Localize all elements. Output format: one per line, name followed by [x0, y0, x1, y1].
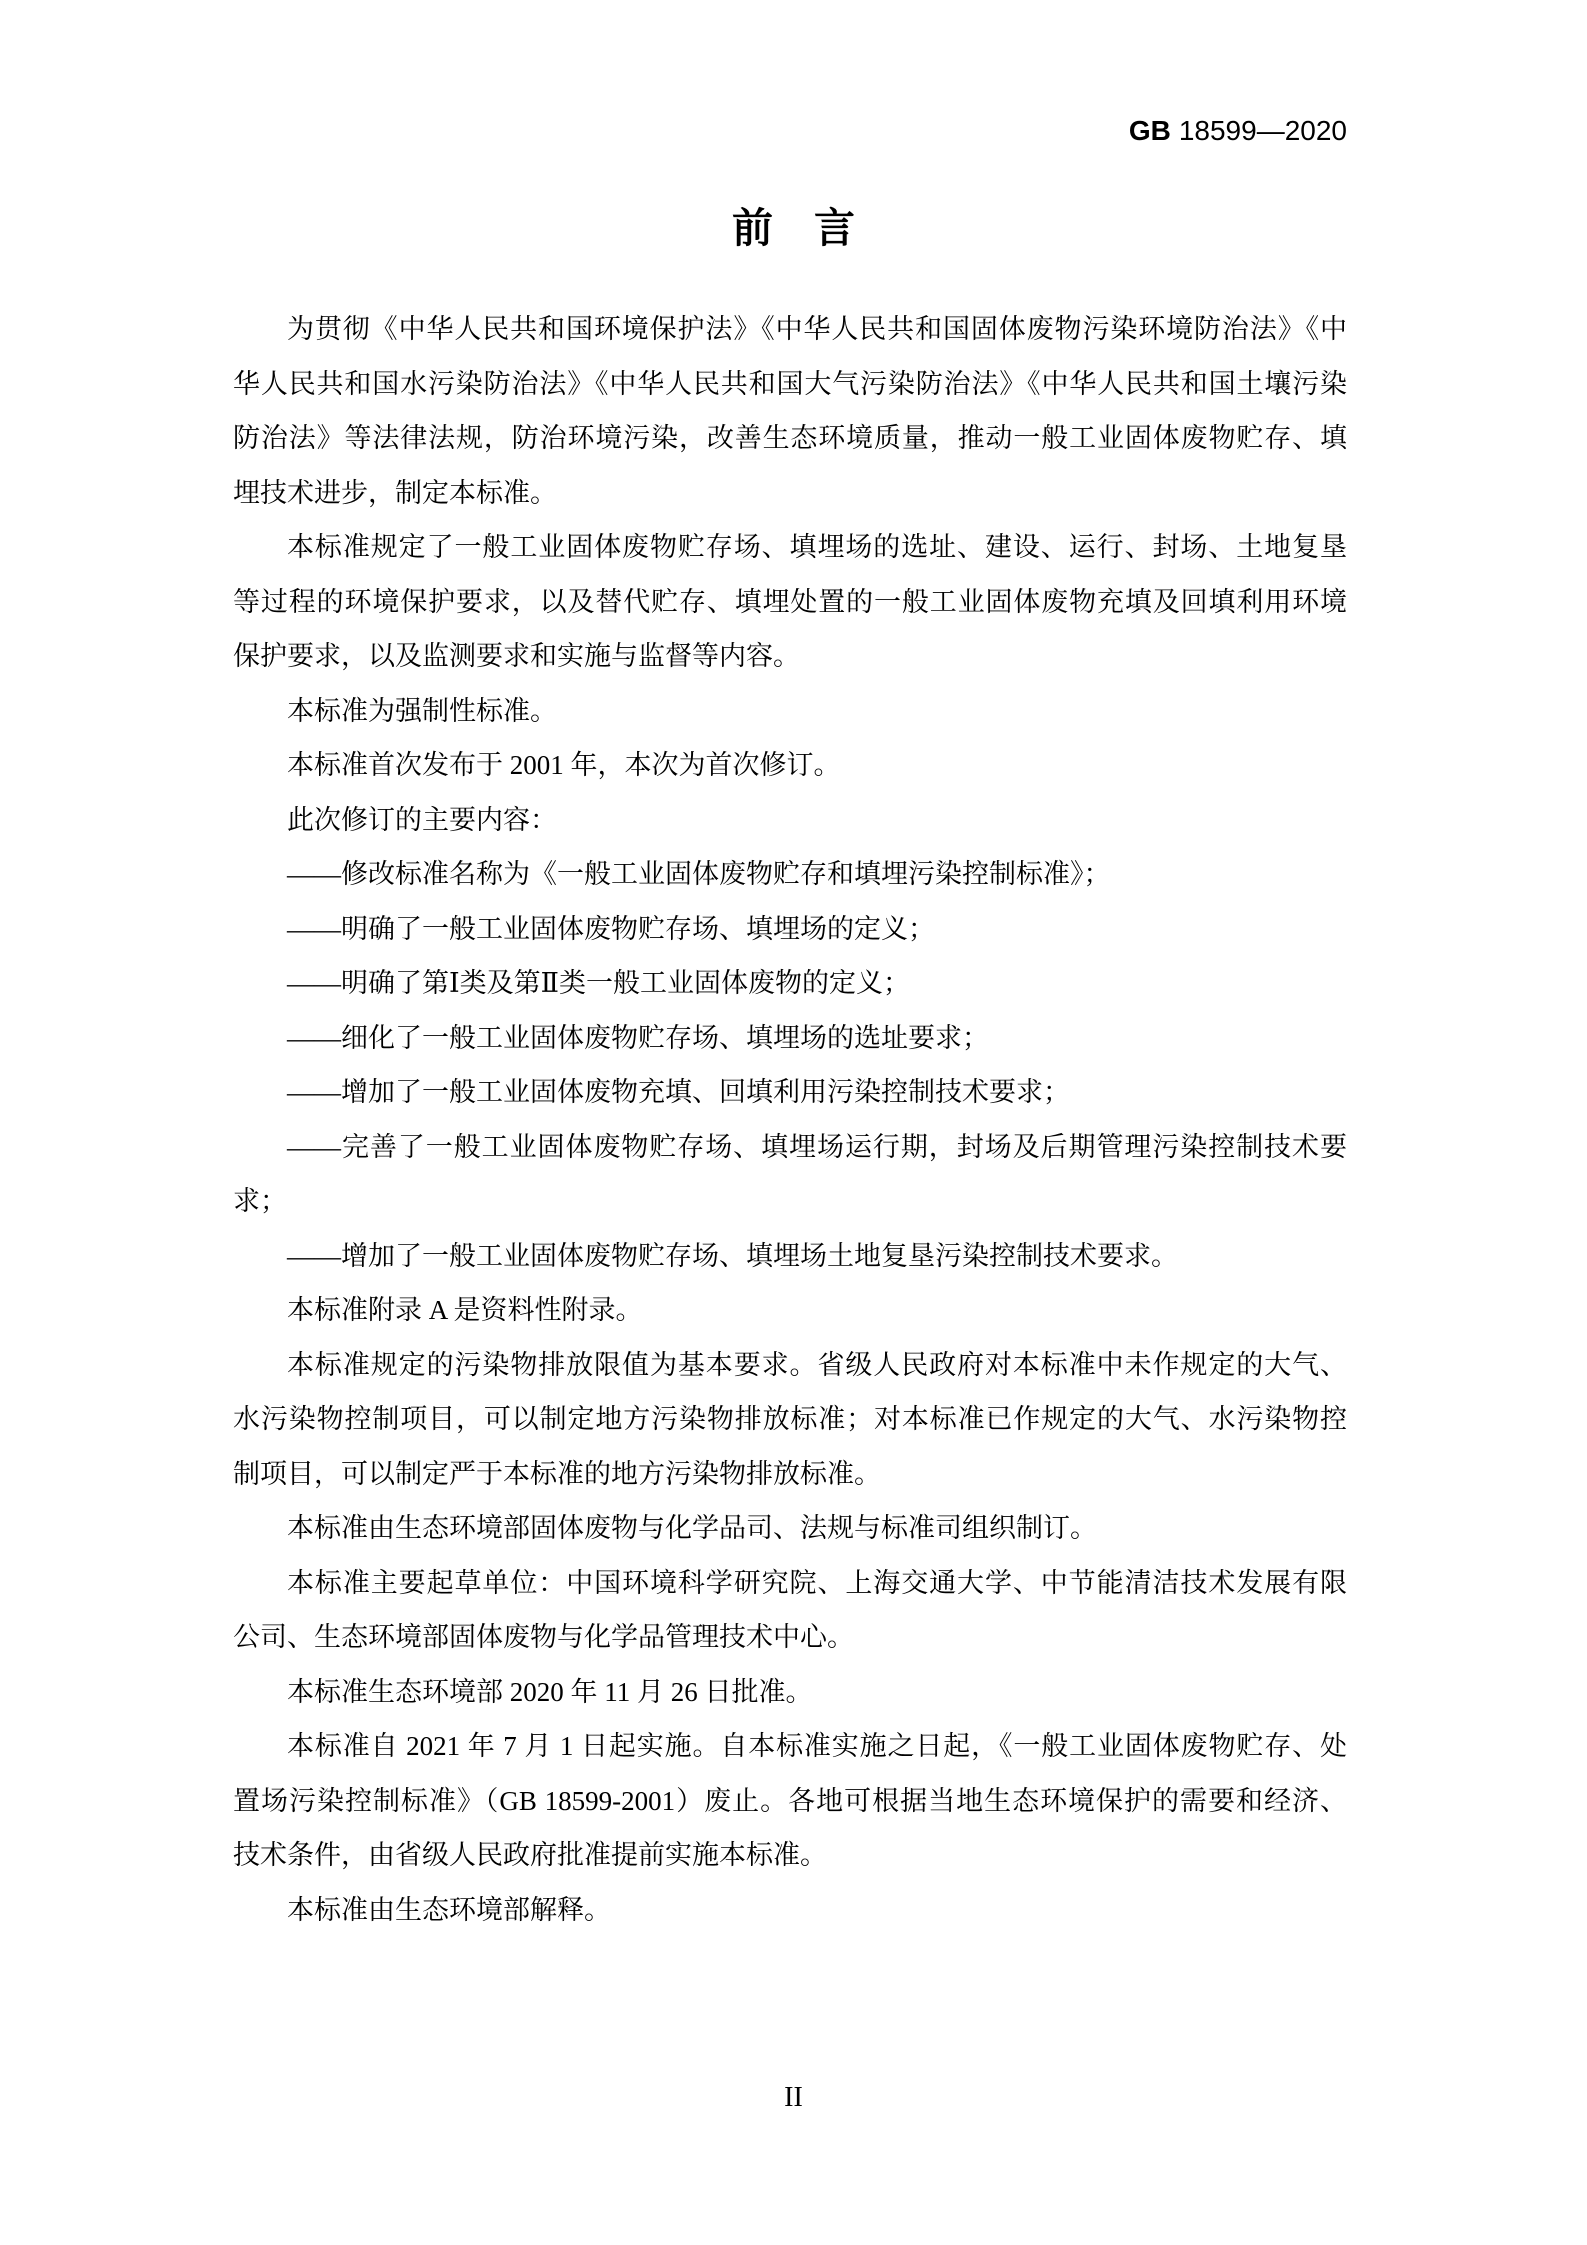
text-line: 制项目，可以制定严于本标准的地方污染物排放标准。 [233, 1458, 881, 1489]
text-line: 华人民共和国水污染防治法》《中华人民共和国大气污染防治法》《中华人民共和国土壤污染 [233, 368, 1347, 399]
text-line: ——增加了一般工业固体废物贮存场、填埋场土地复垦污染控制技术要求。 [287, 1240, 1178, 1271]
text-line: 本标准规定的污染物排放限值为基本要求。省级人民政府对本标准中未作规定的大气、 [287, 1349, 1347, 1380]
text-line: 保护要求，以及监测要求和实施与监督等内容。 [233, 641, 800, 671]
standard-code [1129, 116, 1347, 146]
text-line: ——修改标准名称为《一般工业固体废物贮存和填埋污染控制标准》； [287, 859, 1111, 889]
text-line: 本标准自 2021 年 7 月 1 日起实施。自本标准实施之日起，《一般工业固体废物贮存、处 [287, 1731, 1347, 1761]
text-line: ——细化了一般工业固体废物贮存场、填埋场的选址要求； [287, 1022, 989, 1053]
text-line: 公司、生态环境部固体废物与化学品管理技术中心。 [233, 1622, 854, 1652]
text-line: 本标准由生态环境部固体废物与化学品司、法规与标准司组织制订。 [287, 1513, 1097, 1543]
standard-code-prefix: GB [1128, 115, 1171, 146]
text-line: 求； [233, 1186, 287, 1216]
text-line: 置场污染控制标准》（GB 18599-2001）废止。各地可根据当地生态环境保护的需要和经济、 [233, 1785, 1347, 1816]
page-number: II [784, 2082, 803, 2113]
text-line: ——明确了一般工业固体废物贮存场、填埋场的定义； [287, 913, 935, 944]
text-line: ——增加了一般工业固体废物充填、回填利用污染控制技术要求； [287, 1077, 1070, 1107]
text-line: 防治法》等法律法规，防治环境污染，改善生态环境质量，推动一般工业固体废物贮存、填 [233, 423, 1347, 453]
text-line: ——明确了第Ⅰ类及第Ⅱ类一般工业固体废物的定义； [287, 968, 911, 998]
text-line: 此次修订的主要内容： [287, 804, 557, 835]
text-line: 为贯彻《中华人民共和国环境保护法》《中华人民共和国固体废物污染环境防治法》《中 [287, 314, 1347, 344]
text-line: 技术条件，由省级人民政府批准提前实施本标准。 [233, 1840, 827, 1870]
text-line: 本标准由生态环境部解释。 [287, 1894, 611, 1925]
text-line: 埋技术进步，制定本标准。 [233, 477, 557, 508]
text-line: 水污染物控制项目，可以制定地方污染物排放标准；对本标准已作规定的大气、水污染物控 [233, 1404, 1347, 1434]
page-title: 前 言 [732, 205, 855, 251]
text-line: 等过程的环境保护要求，以及替代贮存、填埋处置的一般工业固体废物充填及回填利用环境 [233, 586, 1347, 617]
text-line: 本标准首次发布于 2001 年，本次为首次修订。 [287, 750, 841, 780]
text-line: 本标准附录 A 是资料性附录。 [287, 1295, 643, 1325]
text-line: 本标准生态环境部 2020 年 11 月 26 日批准。 [287, 1676, 813, 1707]
text-line: ——完善了一般工业固体废物贮存场、填埋场运行期，封场及后期管理污染控制技术要 [287, 1131, 1347, 1162]
foreword-body [233, 302, 1347, 1937]
text-line: 本标准主要起草单位：中国环境科学研究院、上海交通大学、中节能清洁技术发展有限 [287, 1567, 1347, 1598]
standard-code-number: 18599—2020 [1178, 115, 1347, 146]
text-line: 本标准规定了一般工业固体废物贮存场、填埋场的选址、建设、运行、封场、土地复垦 [287, 532, 1347, 562]
text-line: 本标准为强制性标准。 [287, 695, 557, 726]
